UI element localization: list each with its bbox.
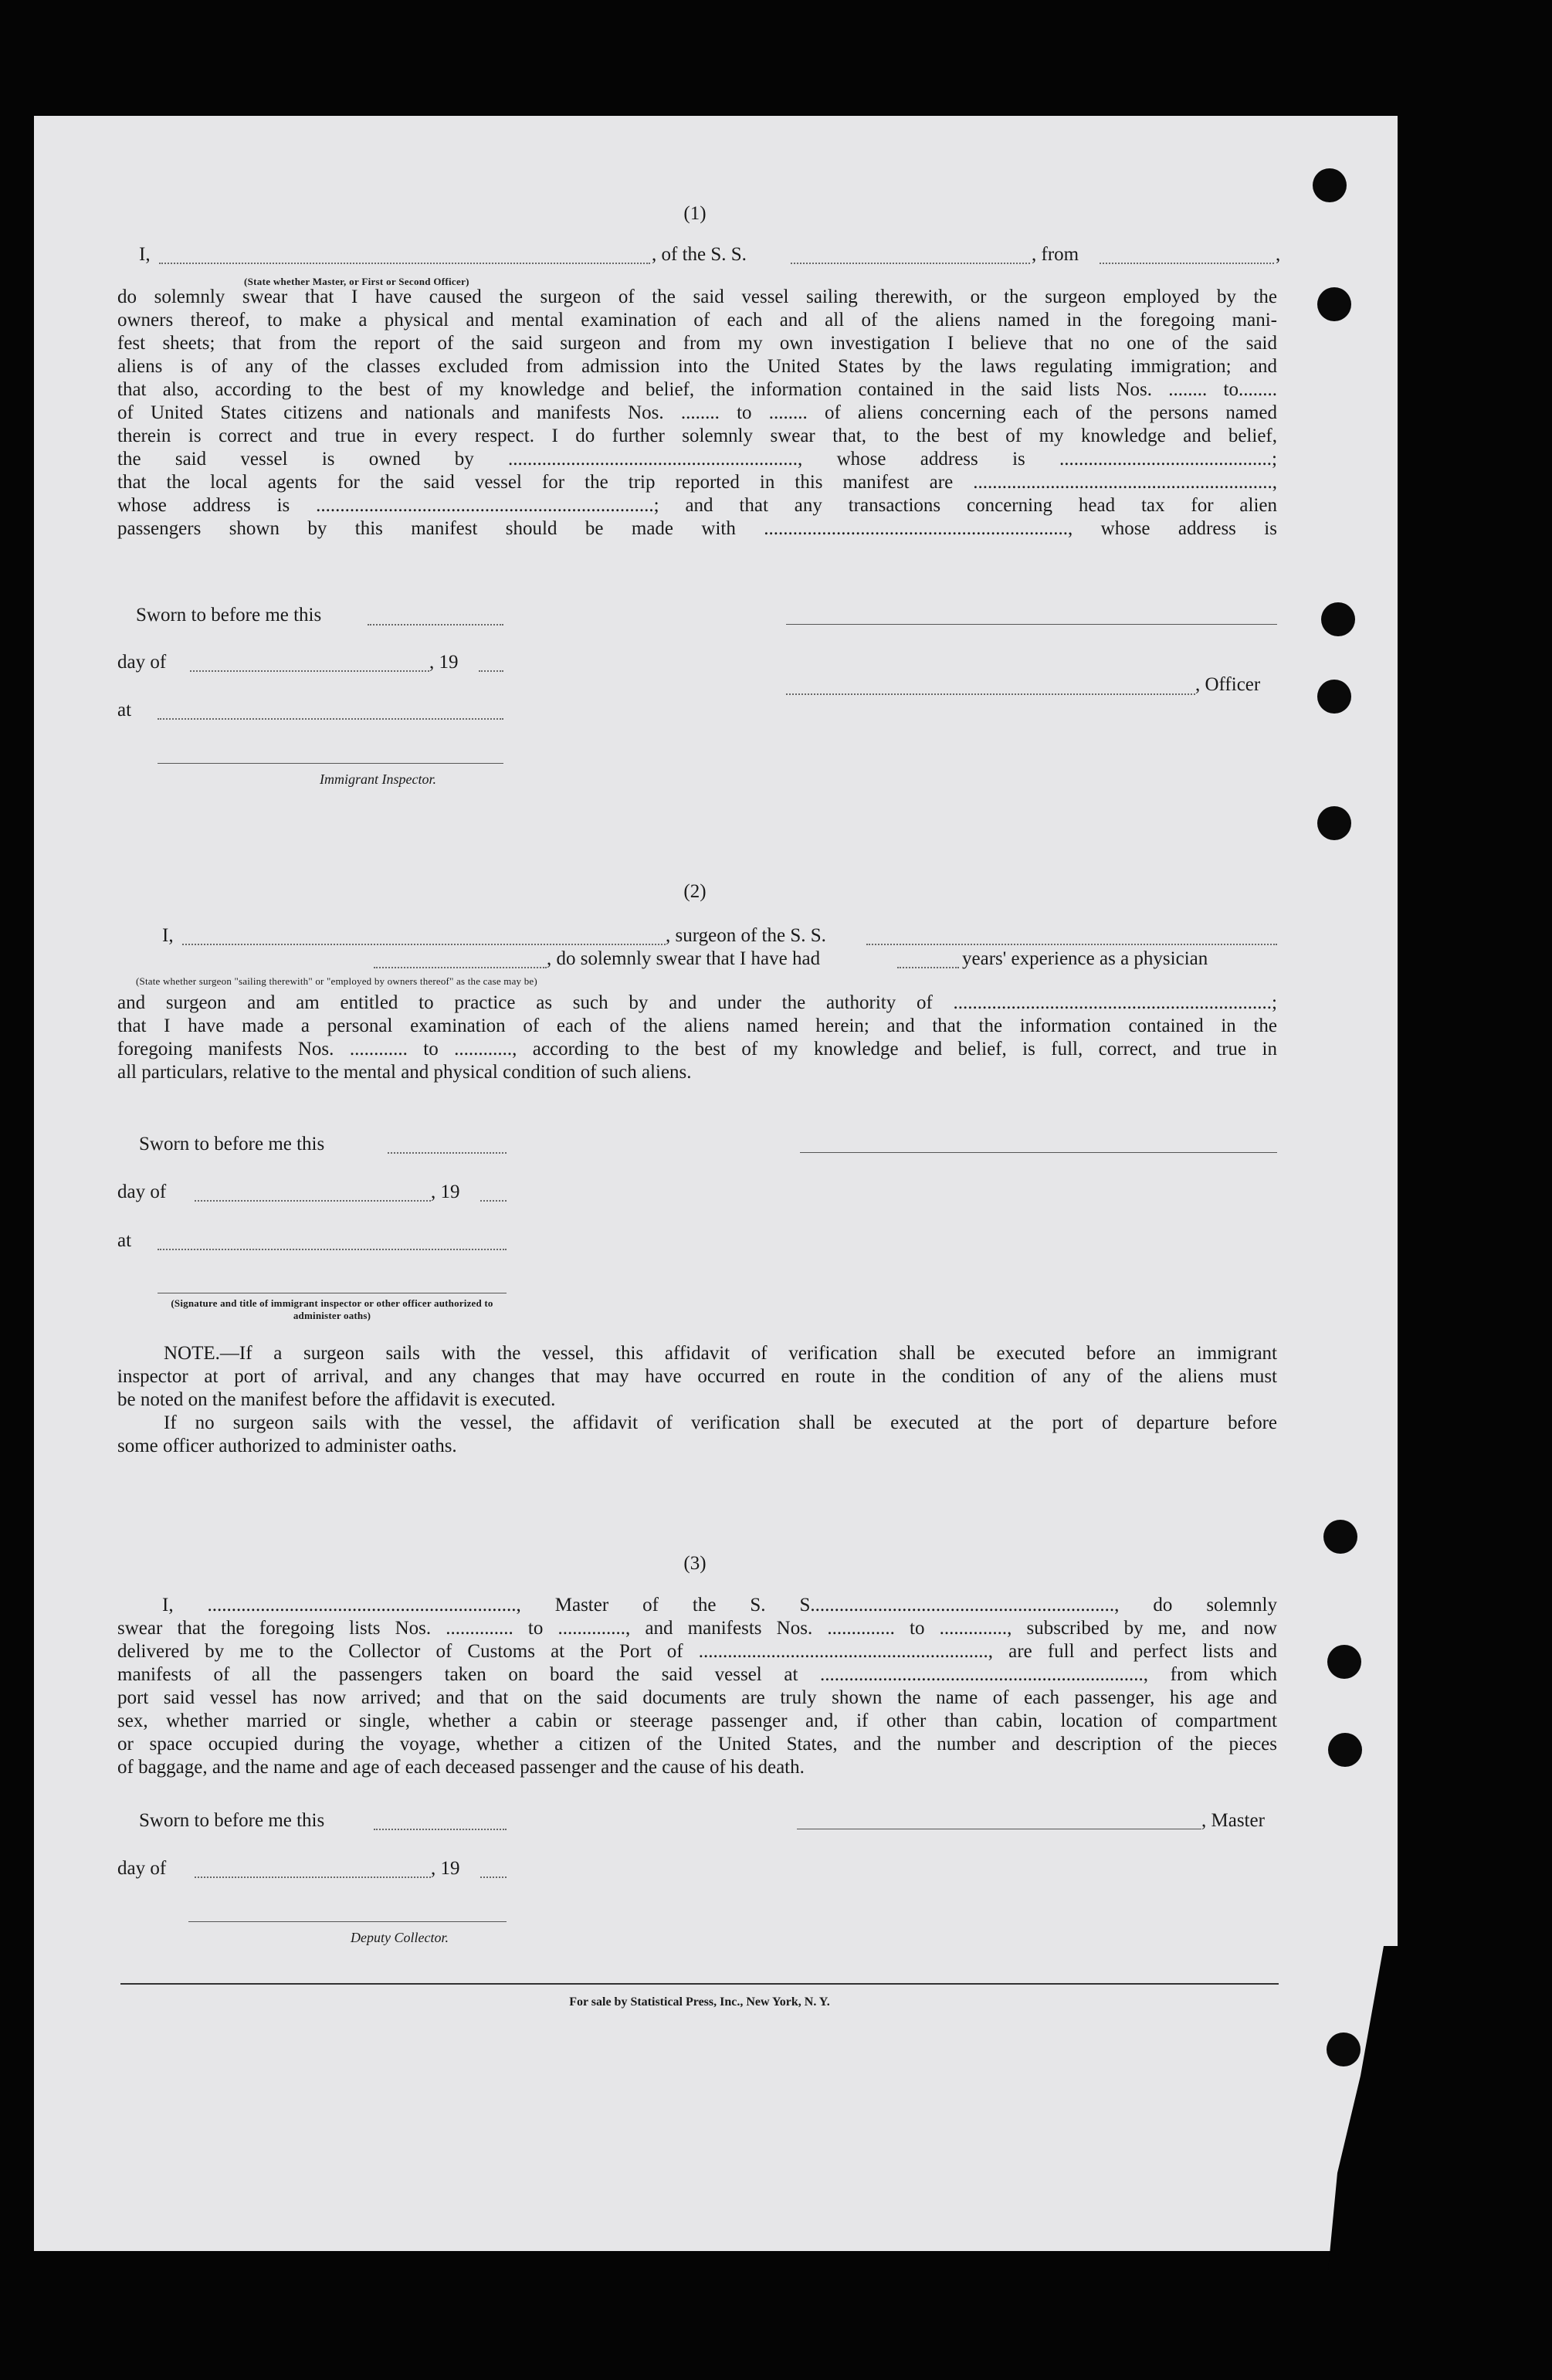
punch-hole bbox=[1313, 168, 1347, 202]
name-blank bbox=[159, 263, 650, 264]
intro-of-ss: , of the S. S. bbox=[652, 244, 747, 265]
body-line: swear that the foregoing lists Nos. .............. to .............., and manifests Nos. .............. to .............., subscribed by me, and now bbox=[117, 1618, 1277, 1639]
punch-hole bbox=[1317, 680, 1351, 714]
year-label: , 19 bbox=[429, 652, 459, 673]
year-blank bbox=[480, 1200, 507, 1202]
note-line: inspector at port of arrival, and any changes that may have occurred en route in the condition of any of the aliens must bbox=[117, 1366, 1277, 1387]
surgeon-i: I, bbox=[162, 925, 174, 946]
body-line: I, ................................................................, Master of the S. S..............................................................., do solemnly bbox=[162, 1595, 1277, 1615]
note-line: If no surgeon sails with the vessel, the affidavit of verification shall be executed at the port of departure before bbox=[164, 1412, 1277, 1433]
body-line: that I have made a personal examination of each of the aliens named herein; and that the information contained in the bbox=[117, 1015, 1277, 1036]
sworn-label: Sworn to before me this bbox=[139, 1810, 325, 1831]
master-label: , Master bbox=[1201, 1810, 1265, 1831]
year-blank bbox=[479, 670, 503, 672]
body-line: that the local agents for the said vessel for the trip reported in this manifest are .............................................................., bbox=[117, 472, 1277, 493]
inspector-signature-line bbox=[158, 763, 503, 764]
punch-hole bbox=[1328, 1733, 1362, 1767]
body-line: owners thereof, to make a physical and mental examination of each and all of the aliens named in the foregoing mani- bbox=[117, 310, 1277, 331]
state-note: (State whether Master, or First or Second Officer) bbox=[244, 276, 469, 287]
body-line: fest sheets; that from the report of the said surgeon and from my own investigation I believe that no one of the said bbox=[117, 333, 1277, 354]
body-line: manifests of all the passengers taken on board the said vessel at ..................................................................., from which bbox=[117, 1664, 1277, 1685]
body-line: or space occupied during the voyage, whether a citizen of the United States, and the number and description of the pieces bbox=[117, 1734, 1277, 1754]
officer-blank bbox=[786, 693, 1195, 695]
body-line: that also, according to the best of my knowledge and belief, the information contained in the said lists Nos. ........ to........ bbox=[117, 379, 1277, 400]
body-line: delivered by me to the Collector of Customs at the Port of ............................................................, are full and perfect lists and bbox=[117, 1641, 1277, 1662]
day-of-label: day of bbox=[117, 1182, 167, 1202]
from-blank bbox=[1100, 263, 1274, 264]
sworn-label: Sworn to before me this bbox=[136, 605, 322, 626]
years-blank bbox=[897, 967, 959, 968]
intro-comma: , bbox=[1276, 244, 1281, 265]
surgeon-vessel-blank bbox=[866, 944, 1277, 945]
surgeon-signature-line bbox=[800, 1152, 1277, 1153]
day-of-label: day of bbox=[117, 1858, 167, 1879]
punch-hole bbox=[1327, 1645, 1361, 1679]
body-line: aliens is of any of the classes excluded from admission into the United States by the laws regulating immigration; and bbox=[117, 356, 1277, 377]
note-block bbox=[117, 1342, 1277, 1458]
punch-hole bbox=[1323, 1520, 1357, 1554]
section-2-body bbox=[117, 992, 1277, 1084]
sworn-blank bbox=[368, 624, 503, 626]
day-of-label: day of bbox=[117, 652, 167, 673]
day-blank bbox=[195, 1877, 431, 1878]
body-line: of baggage, and the name and age of each deceased passenger and the cause of his death. bbox=[117, 1757, 805, 1778]
at-blank bbox=[158, 1249, 507, 1250]
collector-signature-line bbox=[188, 1921, 507, 1922]
signature-note: (Signature and title of immigrant inspector or other officer authorized to administer oaths) bbox=[171, 1297, 493, 1321]
punch-hole bbox=[1317, 806, 1351, 840]
note-line: some officer authorized to administer oaths. bbox=[117, 1436, 457, 1456]
sworn-blank bbox=[374, 1829, 507, 1830]
day-blank bbox=[190, 670, 429, 672]
surgeon-state-note: (State whether surgeon "sailing therewith" or "employed by owners thereof" as the case may be) bbox=[136, 975, 537, 987]
body-line: foregoing manifests Nos. ............ to ............, according to the best of my knowledge and belief, is full, correct, and true in bbox=[117, 1039, 1277, 1059]
year-label: , 19 bbox=[431, 1182, 460, 1202]
punch-hole bbox=[1321, 602, 1355, 636]
surgeon-of-ss: , surgeon of the S. S. bbox=[666, 925, 826, 946]
body-line: port said vessel has now arrived; and that on the said documents are truly shown the name of each passenger, his age and bbox=[117, 1687, 1277, 1708]
intro-i: I, bbox=[139, 244, 151, 265]
body-line: of United States citizens and nationals and manifests Nos. ........ to ........ of aliens concerning each of the persons named bbox=[117, 402, 1277, 423]
surgeon-name-blank bbox=[182, 944, 666, 945]
inspector-label: Immigrant Inspector. bbox=[320, 771, 436, 787]
year-blank bbox=[480, 1877, 507, 1878]
sworn-label: Sworn to before me this bbox=[139, 1134, 325, 1154]
vessel-blank bbox=[791, 263, 1030, 264]
surgeon-status-blank bbox=[374, 967, 547, 968]
sworn-blank bbox=[388, 1152, 507, 1154]
body-line: therein is correct and true in every respect. I do further solemnly swear that, to the best of my knowledge and belief, bbox=[117, 425, 1277, 446]
section-2-heading: (2) bbox=[683, 881, 707, 902]
body-line: and surgeon and am entitled to practice as such by and under the authority of ..................................................................; bbox=[117, 992, 1277, 1013]
day-blank bbox=[195, 1200, 431, 1202]
section-3-body bbox=[117, 1594, 1277, 1779]
punch-hole bbox=[1317, 287, 1351, 321]
surgeon-swear: , do solemnly swear that I have had bbox=[547, 948, 821, 969]
section-3-heading: (3) bbox=[683, 1553, 707, 1574]
year-label: , 19 bbox=[431, 1858, 460, 1879]
at-blank bbox=[158, 718, 503, 720]
signature-line bbox=[786, 624, 1277, 625]
section-1-heading: (1) bbox=[683, 203, 707, 224]
punch-hole bbox=[1327, 2032, 1361, 2066]
body-line: do solemnly swear that I have caused the surgeon of the said vessel sailing therewith, or the surgeon employed by the bbox=[117, 286, 1277, 307]
body-line: sex, whether married or single, whether a cabin or steerage passenger and, if other than cabin, location of compartment bbox=[117, 1710, 1277, 1731]
at-label: at bbox=[117, 700, 132, 720]
section-1-body bbox=[117, 286, 1277, 541]
intro-from: , from bbox=[1032, 244, 1079, 265]
body-line: whose address is ......................................................................; and that any transactions concerning head tax for alien bbox=[117, 495, 1277, 516]
at-label: at bbox=[117, 1230, 132, 1251]
note-line: NOTE.—If a surgeon sails with the vessel, this affidavit of verification shall be executed before an immigrant bbox=[164, 1343, 1277, 1364]
body-line: passengers shown by this manifest should be made with ..............................................................., whose address is bbox=[117, 518, 1277, 539]
officer-label: , Officer bbox=[1195, 674, 1261, 695]
note-line: be noted on the manifest before the affidavit is executed. bbox=[117, 1389, 556, 1410]
collector-label: Deputy Collector. bbox=[351, 1930, 449, 1945]
body-line: all particulars, relative to the mental and physical condition of such aliens. bbox=[117, 1062, 692, 1083]
body-line: the said vessel is owned by ............................................................, whose address is ............................................; bbox=[117, 449, 1277, 470]
footer-imprint: For sale by Statistical Press, Inc., New York, N. Y. bbox=[569, 1995, 830, 2009]
years-label: years' experience as a physician bbox=[962, 948, 1208, 969]
footer-rule bbox=[120, 1983, 1279, 1985]
